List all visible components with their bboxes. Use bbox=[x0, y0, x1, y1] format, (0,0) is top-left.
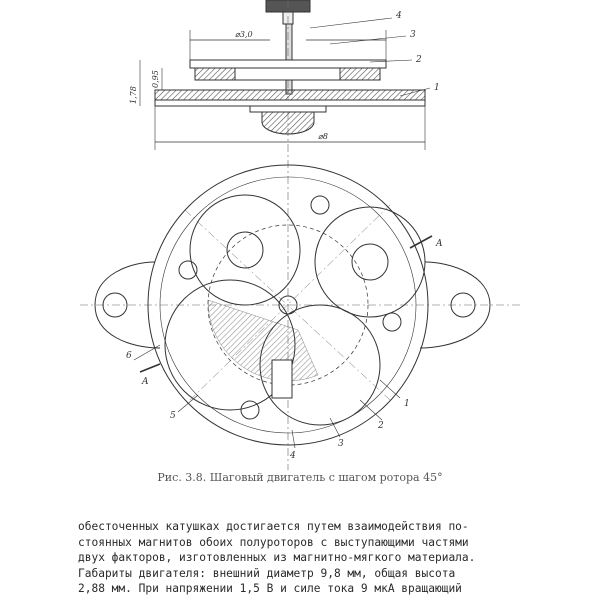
body-paragraph bbox=[78, 519, 548, 597]
bottom-diameter-dim: ⌀8 bbox=[318, 132, 328, 141]
text-line: двух факторов, изготовленных из магнитно-мягкого материала. bbox=[78, 551, 476, 565]
height-dim-1: 1,78 bbox=[129, 86, 138, 104]
top-diameter-dim: ⌀3,0 bbox=[235, 30, 253, 39]
plan-part-label: 3 bbox=[338, 439, 344, 449]
section-mark-label: A bbox=[142, 377, 149, 387]
text-line: 2,88 мм. При напряжении 1,5 В и силе тока 9 мкА вращающий bbox=[78, 582, 462, 596]
plan-part-label: 2 bbox=[378, 421, 384, 431]
height-dim-2: 0,95 bbox=[151, 70, 160, 88]
cross-section-view bbox=[140, 0, 430, 470]
plan-view bbox=[80, 165, 520, 448]
section-part-label: 1 bbox=[434, 83, 440, 93]
plan-part-label: 5 bbox=[170, 411, 176, 421]
section-part-label: 4 bbox=[396, 11, 402, 21]
plan-part-label: 6 bbox=[126, 351, 132, 361]
section-part-label: 2 bbox=[416, 55, 422, 65]
text-line: Габариты двигателя: внешний диаметр 9,8 мм, общая высота bbox=[78, 566, 456, 580]
figure-caption: Рис. 3.8. Шаговый двигатель с шагом ротора 45° bbox=[157, 471, 443, 484]
text-line: стоянных магнитов обоих полуроторов с выступающими частями bbox=[78, 535, 469, 549]
section-mark-label: A bbox=[436, 239, 443, 249]
text-line: обесточенных катушках достигается путем взаимодействия по- bbox=[78, 520, 469, 533]
section-part-label: 3 bbox=[410, 30, 416, 40]
plan-part-label: 1 bbox=[404, 399, 410, 409]
plan-part-label: 4 bbox=[290, 451, 296, 461]
